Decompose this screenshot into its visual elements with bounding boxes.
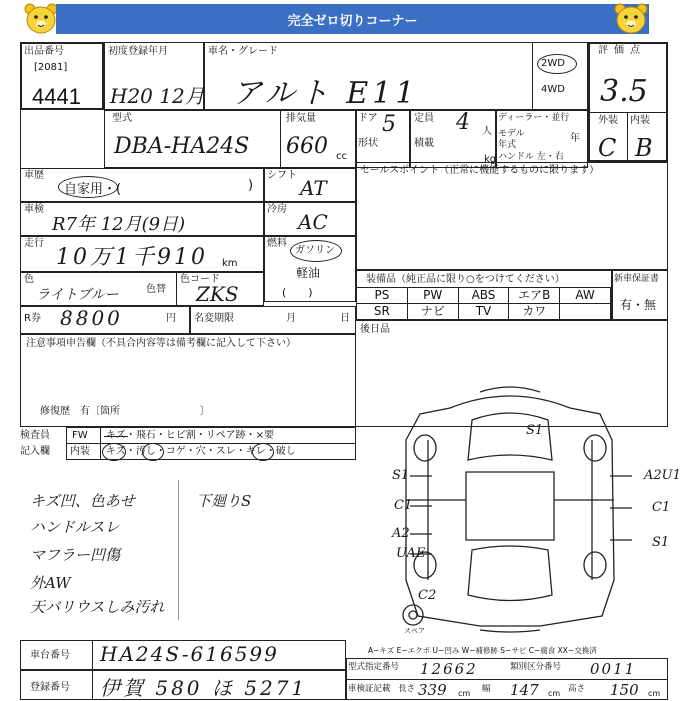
remark-underbody: 下廻りS	[196, 492, 252, 510]
warranty-value: 有・無	[620, 298, 657, 312]
damage-left-low: UAE	[396, 546, 426, 561]
damage-left-front: S1	[392, 468, 410, 483]
remark-line: 天バリウスしみ汚れ	[30, 598, 165, 616]
color-label: 色	[24, 274, 34, 285]
mileage-label: 走行	[24, 238, 44, 249]
history-cell	[20, 168, 264, 202]
inspection-label: 車検	[24, 204, 44, 215]
color-change-label: 色替	[146, 284, 166, 295]
model-value: アルト E11	[232, 76, 419, 111]
inspection-value: R7年 12月(9日)	[52, 214, 186, 235]
shift-value: AT	[300, 176, 327, 200]
fuel-other: ( )	[282, 286, 313, 299]
inspector-interior-label: 内装	[70, 446, 90, 457]
capacity-unit: 人	[482, 126, 492, 137]
model-label: 車名・グレード	[208, 46, 278, 57]
damage-legend-text: A−キズ E−エクボ U−凹み W−補修跡 S−サビ C−腐食 XX−交換済	[368, 646, 597, 655]
displacement-value: 660	[286, 134, 328, 159]
remark-line: キズ凹、色あせ	[30, 492, 135, 510]
lot-sub-number: [2081]	[34, 62, 68, 73]
load-unit: kg	[484, 154, 497, 165]
equipment-item: ナビ	[407, 303, 459, 320]
dims-height-label: 高さ	[568, 684, 586, 694]
equipment-item: AW	[559, 287, 611, 304]
aircon-label: 冷房	[267, 204, 287, 215]
inspector-label-2: 記入欄	[20, 446, 50, 457]
mark-circle	[252, 443, 274, 461]
inspector-fw-options: キズ・飛石・ヒビ割・リペア跡・×要	[106, 430, 274, 441]
equipment-item: PW	[407, 287, 459, 304]
inspector-label-1: 検査員	[20, 430, 50, 441]
remark-line: ハンドルスレ	[30, 518, 120, 536]
equipment-item: エアB	[508, 287, 560, 304]
equipment-item: TV	[458, 303, 510, 320]
notes-label: 注意事項申告欄（不具合内容等は備考欄に記入して下さい）	[26, 338, 296, 349]
spec-number-label: 型式指定番号	[348, 662, 400, 672]
interior-grade: B	[635, 134, 653, 162]
warranty-label: 新車保証書	[614, 274, 660, 284]
damage-roof: S1	[526, 423, 544, 438]
page-title: 完全ゼロ切りコーナー	[56, 4, 649, 34]
name-change-month: 月	[286, 313, 296, 324]
score-sub-divider	[588, 112, 668, 113]
recycle-label: R券	[24, 313, 41, 324]
interior-label: 内装	[630, 115, 650, 126]
first-registration-label: 初度登録年月	[108, 46, 168, 57]
equipment-item: PS	[356, 287, 408, 304]
damage-right-rear: S1	[652, 535, 670, 550]
first-registration-value: H20 12月	[110, 84, 205, 108]
capacity-label: 定員	[414, 113, 434, 124]
displacement-label: 排気量	[286, 113, 316, 124]
exterior-grade: C	[598, 134, 617, 162]
shape-label: 形状	[358, 138, 378, 149]
aircon-value: AC	[298, 210, 328, 234]
handle-label: ハンドル 左・右	[498, 152, 564, 162]
repair-history: 修復歴 有〔箇所 〕	[40, 406, 210, 417]
model-year-unit: 年	[570, 133, 580, 144]
damage-right-mid: C1	[652, 500, 671, 515]
name-change-day: 日	[340, 313, 350, 324]
recycle-value: 8800	[60, 306, 123, 330]
type-value: DBA-HA24S	[114, 134, 250, 159]
selling-points-label: セールスポイント（正常に機能するものに限ります）	[360, 165, 600, 176]
dealer-label: ディーラー・並行	[498, 113, 570, 123]
lot-number-label: 出品番号	[24, 46, 64, 57]
dims-height-unit: cm	[648, 689, 661, 698]
chassis-label: 車台番号	[30, 650, 70, 661]
drive-cell	[532, 42, 588, 110]
history-close: )	[248, 178, 254, 193]
color-value: ライトブルー	[36, 287, 119, 303]
rear-items-divider	[356, 320, 668, 321]
history-label: 車歴	[24, 170, 44, 181]
load-label: 積載	[414, 138, 434, 149]
dims-length-value: 339	[418, 681, 447, 699]
inspector-col-line	[100, 427, 101, 460]
remark-line: 外AW	[30, 574, 71, 592]
class-number-value: 0011	[590, 660, 637, 678]
inspector-interior-options: キズ・汚し・コゲ・穴・スレ・キレ・破し	[106, 446, 296, 457]
type-divider	[280, 110, 281, 168]
type-label: 型式	[112, 113, 132, 124]
damage-right-front: A2U1	[644, 468, 681, 483]
equipment-item: ABS	[458, 287, 510, 304]
color-change-divider	[176, 272, 177, 306]
inspector-fw-label: FW	[72, 430, 88, 441]
recycle-unit: 円	[166, 313, 176, 324]
dims-label: 車検証記載	[348, 684, 391, 694]
mascot-bear-icon-right	[612, 2, 650, 36]
color-code: ZKS	[196, 282, 239, 306]
lot-number: 4441	[32, 84, 81, 109]
dims-length-label: 長さ	[398, 684, 416, 694]
color-code-label: 色コード	[180, 274, 220, 285]
dims-length-unit: cm	[458, 689, 471, 698]
equipment-label: 装備品（純正品に限り○をつけてください）	[366, 274, 565, 285]
name-change-label: 名変期限	[194, 313, 234, 324]
equipment-grid	[357, 288, 611, 320]
mileage-unit: km	[222, 258, 238, 269]
history-value: 自家用・(	[64, 182, 122, 197]
spare-label: スペア	[404, 627, 425, 635]
remarks-divider	[178, 480, 179, 620]
damage-left-rear: A2	[392, 526, 410, 541]
registration-label: 登録番号	[30, 682, 70, 693]
model-year-label: モデル 年式	[498, 129, 525, 150]
chassis-value: HA24S-616599	[100, 642, 279, 666]
equipment-item: カワ	[508, 303, 560, 320]
score-value: 3.5	[600, 74, 648, 109]
mascot-bear-icon-left	[22, 2, 60, 36]
doors-value: 5	[382, 112, 396, 137]
dims-width-label: 幅	[482, 684, 491, 694]
mileage-value: 10万1千910	[56, 245, 208, 270]
selling-points-cell	[356, 162, 668, 270]
fuel-label: 燃料	[267, 238, 287, 249]
class-number-label: 類別区分番号	[510, 662, 562, 672]
rear-items-label: 後日品	[360, 324, 390, 335]
dims-width-unit: cm	[548, 689, 561, 698]
damage-left-mid: C1	[394, 498, 413, 513]
fuel-light-oil: 軽油	[296, 266, 321, 280]
doors-label: ドア	[358, 113, 378, 124]
dims-width-value: 147	[510, 681, 539, 699]
equipment-item: SR	[356, 303, 408, 320]
mark-circle	[142, 443, 164, 461]
remark-line: マフラー凹傷	[30, 546, 121, 564]
displacement-unit: cc	[336, 151, 347, 162]
registration-value: 伊賀 580 ほ 5271	[100, 676, 308, 700]
capacity-value: 4	[456, 110, 470, 135]
damage-spare: C2	[418, 588, 437, 603]
mark-circle	[102, 443, 126, 461]
score-col-divider	[627, 112, 628, 162]
fuel-gasoline: ガソリン	[295, 245, 335, 256]
exterior-label: 外装	[598, 115, 618, 126]
drive-4wd: 4WD	[541, 84, 565, 95]
spec-mid-line	[346, 679, 668, 680]
equipment-item	[559, 303, 611, 320]
shift-label: シフト	[267, 170, 297, 181]
spec-number-value: 12662	[420, 660, 478, 678]
strike-mark	[104, 436, 128, 437]
score-label: 評価点	[598, 45, 646, 56]
dims-height-value: 150	[610, 681, 639, 699]
drive-2wd: 2WD	[541, 58, 565, 69]
